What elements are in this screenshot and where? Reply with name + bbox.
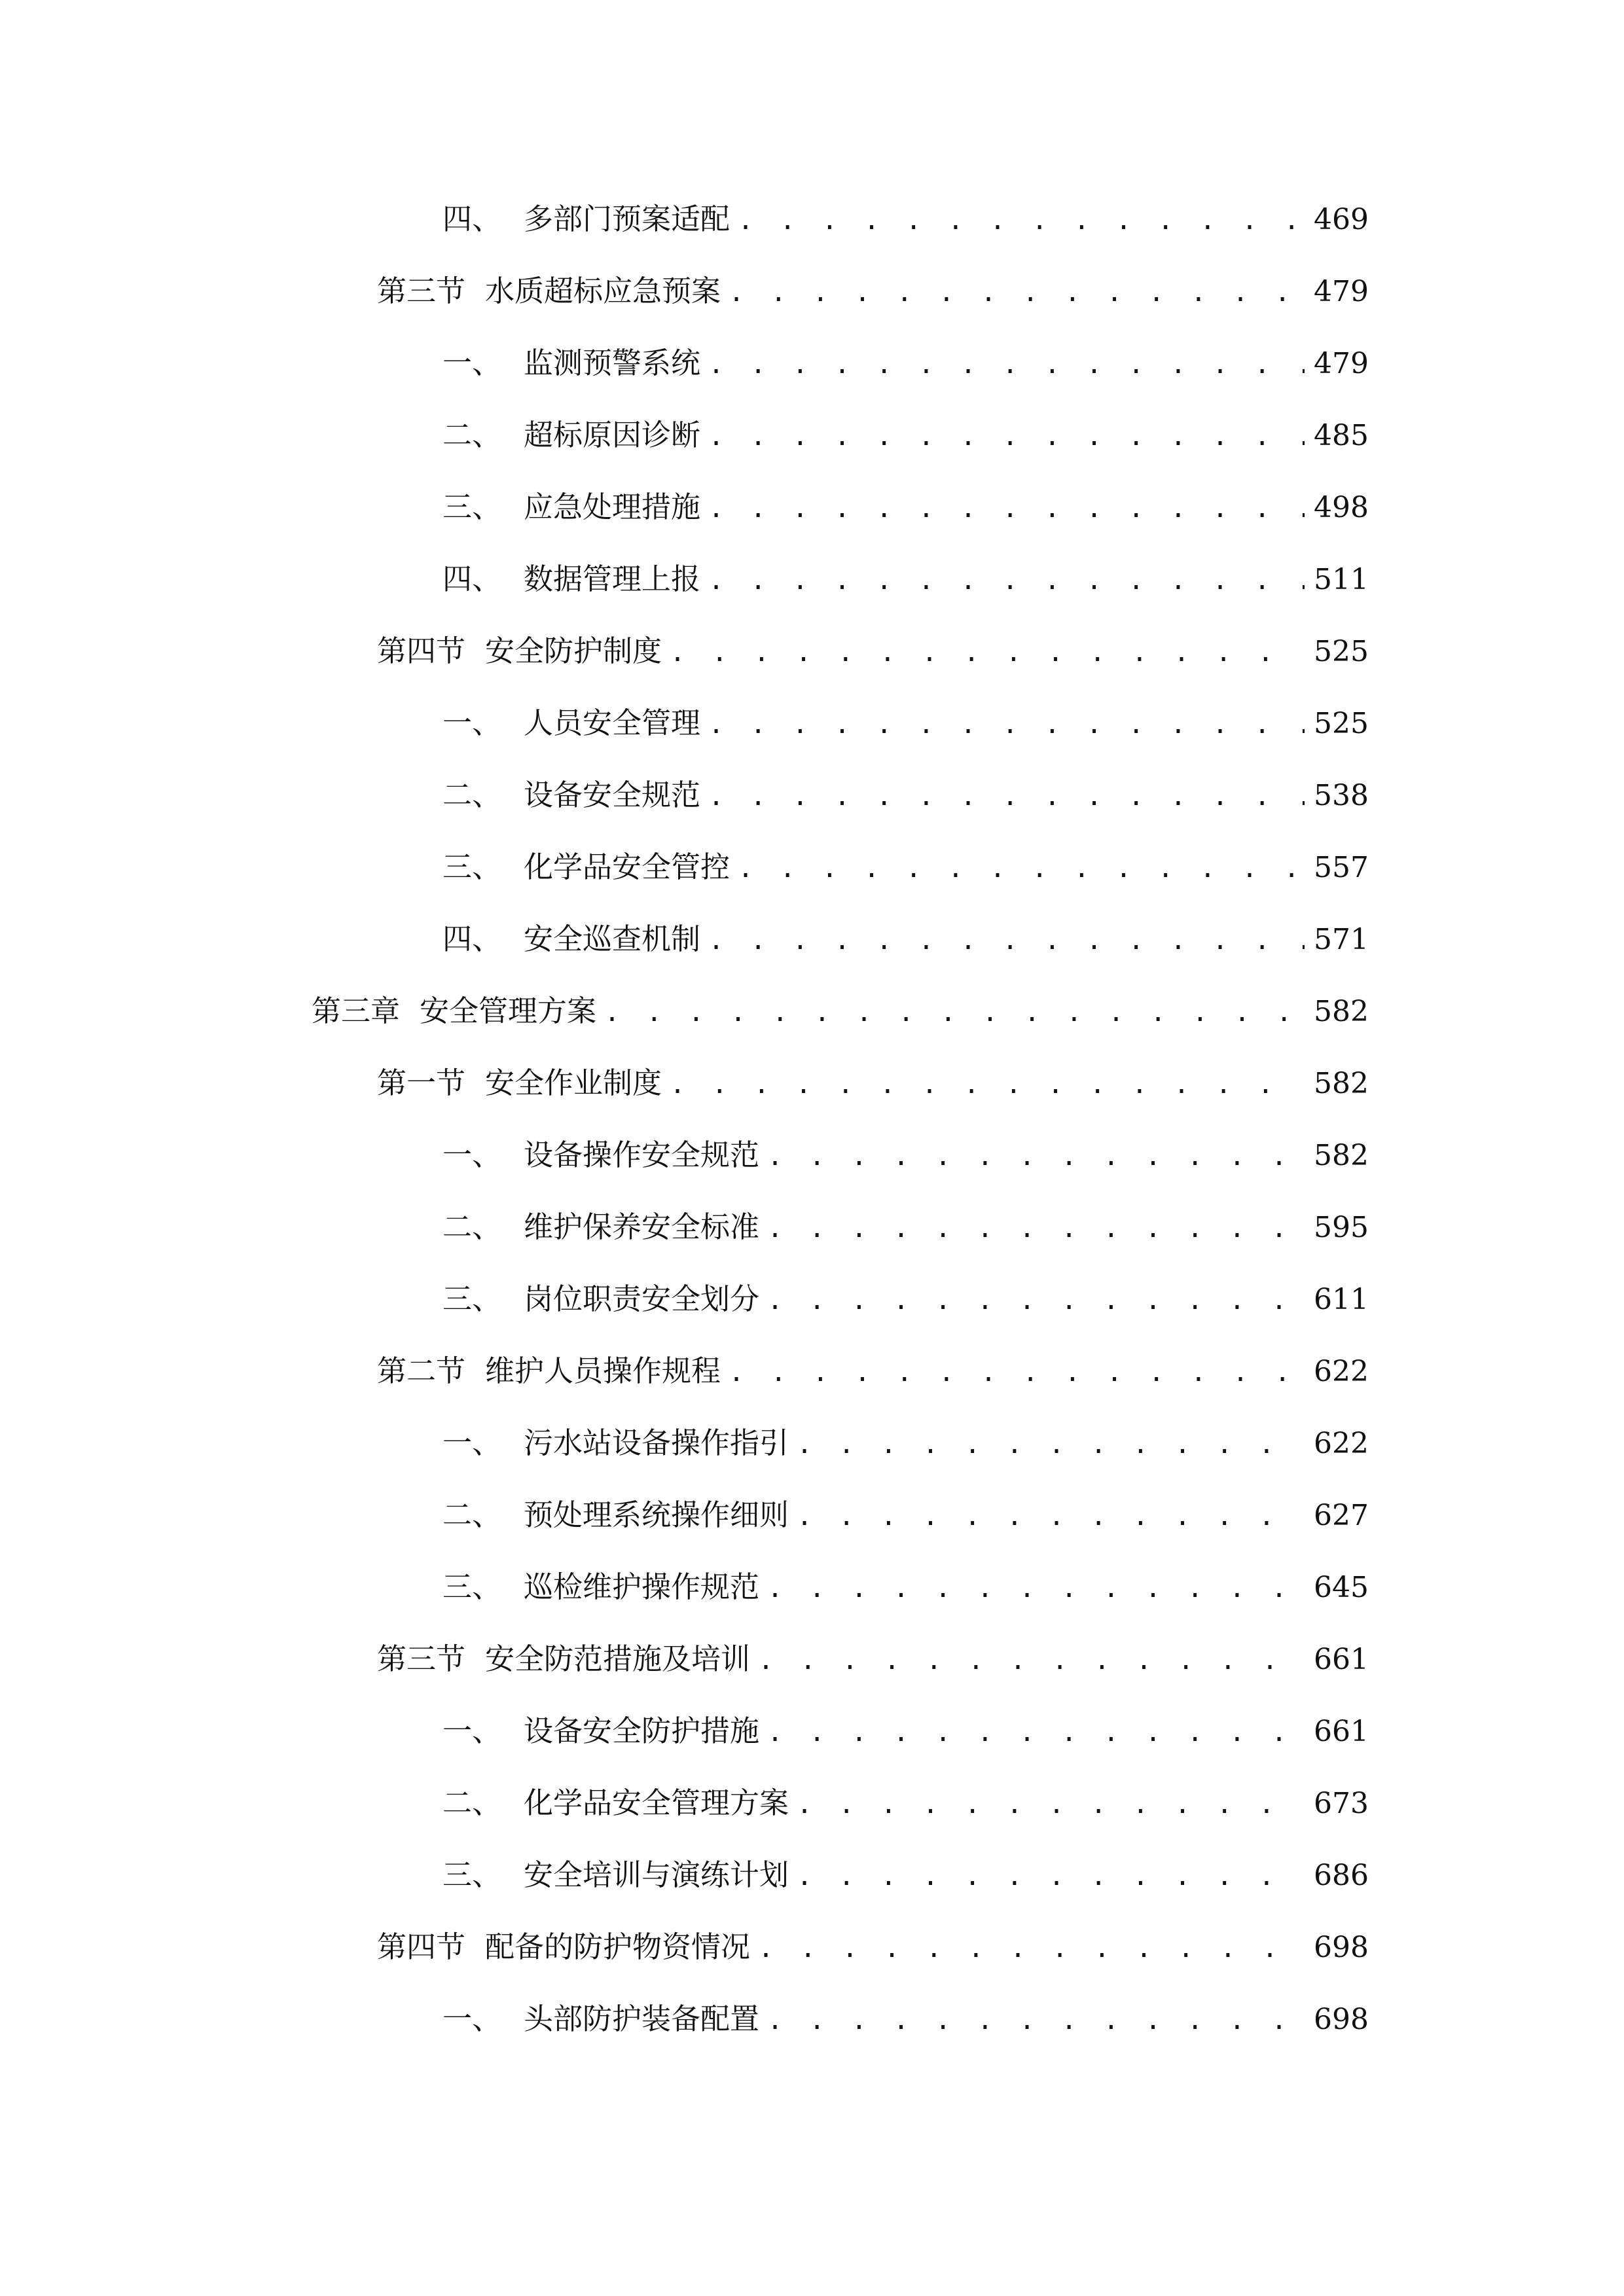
- toc-page-number: 469: [1314, 203, 1369, 236]
- toc-entry-number: 一、: [442, 346, 502, 380]
- toc-dot-leader: [758, 1638, 1305, 1683]
- toc-page-number: 525: [1314, 635, 1369, 668]
- toc-dot-leader: [767, 1206, 1305, 1251]
- toc-dot-leader: [767, 1278, 1305, 1323]
- toc-page-number: 511: [1314, 563, 1369, 596]
- toc-dot-leader: [670, 1062, 1305, 1107]
- toc-page-number: 661: [1314, 1643, 1369, 1676]
- toc-entry-title: 头部防护装备配置: [524, 2001, 760, 2036]
- toc-entry[interactable]: [442, 1420, 1369, 1466]
- toc-entry[interactable]: [442, 196, 1369, 242]
- toc-entry-title: 预处理系统操作细则: [524, 1498, 789, 1532]
- toc-page-number: 673: [1314, 1787, 1369, 1820]
- toc-page-number: 557: [1314, 851, 1369, 884]
- toc-entry[interactable]: [442, 1204, 1369, 1250]
- toc-entry-number: 一、: [442, 1713, 502, 1748]
- toc-page-number: 582: [1314, 1067, 1369, 1100]
- toc-entry-title: 设备安全防护措施: [524, 1713, 760, 1748]
- toc-entry[interactable]: [442, 916, 1369, 962]
- toc-entry-title: 人员安全管理: [524, 706, 701, 740]
- toc-entry[interactable]: [442, 1996, 1369, 2042]
- toc-entry-number: 第四节: [377, 1929, 466, 1964]
- toc-page-number: 479: [1314, 347, 1369, 380]
- toc-page-number: 582: [1314, 1139, 1369, 1172]
- toc-entry-title: 安全防范措施及培训: [485, 1641, 751, 1676]
- toc-entry[interactable]: [442, 1564, 1369, 1610]
- toc-entry[interactable]: [312, 988, 1369, 1034]
- toc-entry-number: 三、: [442, 1857, 502, 1892]
- toc-entry-title: 多部门预案适配: [524, 202, 731, 236]
- toc-entry-number: 三、: [442, 1282, 502, 1316]
- toc-dot-leader: [729, 1350, 1305, 1395]
- toc-entry[interactable]: [442, 340, 1369, 386]
- toc-entry-title: 安全作业制度: [485, 1066, 662, 1100]
- toc-entry-title: 设备操作安全规范: [524, 1138, 760, 1172]
- toc-entry-title: 污水站设备操作指引: [524, 1426, 789, 1460]
- toc-entry[interactable]: [442, 1276, 1369, 1322]
- toc-entry-title: 配备的防护物资情况: [485, 1929, 751, 1964]
- toc-entry-title: 数据管理上报: [524, 562, 701, 596]
- toc-dot-leader: [797, 1782, 1305, 1827]
- toc-entry-number: 一、: [442, 1426, 502, 1460]
- toc-entry-number: 第二节: [377, 1354, 466, 1388]
- toc-entry-number: 第三节: [377, 1641, 466, 1676]
- toc-dot-leader: [767, 1134, 1305, 1179]
- toc-page-number: 485: [1314, 419, 1369, 452]
- toc-dot-leader: [708, 414, 1305, 459]
- toc-page-number: 571: [1314, 923, 1369, 956]
- toc-entry-number: 一、: [442, 706, 502, 740]
- toc-page-number: 698: [1314, 1931, 1369, 1964]
- toc-page-number: 661: [1314, 1715, 1369, 1748]
- toc-page-number: 498: [1314, 491, 1369, 524]
- toc-dot-leader: [797, 1854, 1305, 1899]
- toc-page-number: 595: [1314, 1211, 1369, 1244]
- toc-entry-title: 维护人员操作规程: [485, 1354, 721, 1388]
- toc-dot-leader: [708, 486, 1305, 531]
- toc-dot-leader: [708, 558, 1305, 603]
- toc-dot-leader: [708, 774, 1305, 819]
- toc-entry-number: 二、: [442, 1498, 502, 1532]
- toc-page-number: 645: [1314, 1571, 1369, 1604]
- toc-entry-title: 超标原因诊断: [524, 418, 701, 452]
- toc-entry[interactable]: [377, 1636, 1369, 1682]
- toc-entry-title: 化学品安全管控: [524, 850, 731, 884]
- toc-entry-number: 四、: [442, 922, 502, 956]
- toc-entry[interactable]: [377, 628, 1369, 674]
- toc-entry-number: 三、: [442, 850, 502, 884]
- toc-entry[interactable]: [442, 1708, 1369, 1754]
- toc-entry-number: 第一节: [377, 1066, 466, 1100]
- toc-entry-number: 一、: [442, 2001, 502, 2036]
- toc-entry-title: 岗位职责安全划分: [524, 1282, 760, 1316]
- toc-entry[interactable]: [377, 1348, 1369, 1394]
- toc-dot-leader: [604, 990, 1305, 1035]
- toc-entry[interactable]: [377, 268, 1369, 314]
- toc-entry-number: 第三节: [377, 274, 466, 308]
- toc-dot-leader: [767, 1998, 1305, 2043]
- toc-entry[interactable]: [442, 700, 1369, 746]
- toc-entry-number: 第四节: [377, 634, 466, 668]
- toc-entry[interactable]: [442, 484, 1369, 530]
- toc-dot-leader: [738, 198, 1305, 243]
- toc-entry-title: 安全培训与演练计划: [524, 1857, 789, 1892]
- toc-entry[interactable]: [442, 412, 1369, 458]
- toc-page-number: 627: [1314, 1499, 1369, 1532]
- toc-entry-title: 巡检维护操作规范: [524, 1570, 760, 1604]
- toc-page-number: 525: [1314, 707, 1369, 740]
- toc-page-number: 538: [1314, 779, 1369, 812]
- toc-dot-leader: [738, 846, 1305, 891]
- toc-page-number: 698: [1314, 2003, 1369, 2036]
- toc-page-number: 622: [1314, 1427, 1369, 1460]
- toc-page-number: 479: [1314, 275, 1369, 308]
- toc-entry-number: 四、: [442, 202, 502, 236]
- toc-entry-title: 监测预警系统: [524, 346, 701, 380]
- toc-dot-leader: [708, 918, 1305, 963]
- toc-entry-number: 三、: [442, 1570, 502, 1604]
- toc-entry[interactable]: [442, 1852, 1369, 1898]
- toc-page-number: 622: [1314, 1355, 1369, 1388]
- toc-entry-title: 维护保养安全标准: [524, 1210, 760, 1244]
- toc-entry[interactable]: [442, 1780, 1369, 1826]
- toc-entry-number: 第三章: [312, 994, 401, 1028]
- toc-dot-leader: [708, 342, 1305, 387]
- toc-entry-number: 四、: [442, 562, 502, 596]
- toc-entry[interactable]: [442, 1132, 1369, 1178]
- toc-dot-leader: [670, 630, 1305, 675]
- toc-entry[interactable]: [377, 1924, 1369, 1970]
- toc-entry-title: 设备安全规范: [524, 778, 701, 812]
- toc-dot-leader: [758, 1926, 1305, 1971]
- toc-entry-number: 三、: [442, 490, 502, 524]
- toc-entry-title: 安全管理方案: [420, 994, 597, 1028]
- toc-entry[interactable]: [442, 844, 1369, 890]
- toc-entry[interactable]: [442, 772, 1369, 818]
- toc-entry-number: 二、: [442, 418, 502, 452]
- toc-entry[interactable]: [377, 1060, 1369, 1106]
- toc-dot-leader: [797, 1494, 1305, 1539]
- toc-page-number: 611: [1314, 1283, 1369, 1316]
- toc-entry-title: 安全防护制度: [485, 634, 662, 668]
- toc-dot-leader: [708, 702, 1305, 747]
- toc-entry-title: 安全巡查机制: [524, 922, 701, 956]
- toc-entry-number: 二、: [442, 1210, 502, 1244]
- toc-entry-number: 一、: [442, 1138, 502, 1172]
- toc-entry-title: 化学品安全管理方案: [524, 1785, 789, 1820]
- toc-page-number: 582: [1314, 995, 1369, 1028]
- toc-entry-title: 水质超标应急预案: [485, 274, 721, 308]
- toc-dot-leader: [797, 1422, 1305, 1467]
- toc-entry-title: 应急处理措施: [524, 490, 701, 524]
- toc-dot-leader: [767, 1710, 1305, 1755]
- toc-entry-number: 二、: [442, 778, 502, 812]
- toc-page-number: 686: [1314, 1859, 1369, 1892]
- toc-dot-leader: [729, 270, 1305, 315]
- toc-entry[interactable]: [442, 556, 1369, 602]
- toc-entry-number: 二、: [442, 1785, 502, 1820]
- toc-dot-leader: [767, 1566, 1305, 1611]
- toc-entry[interactable]: [442, 1492, 1369, 1538]
